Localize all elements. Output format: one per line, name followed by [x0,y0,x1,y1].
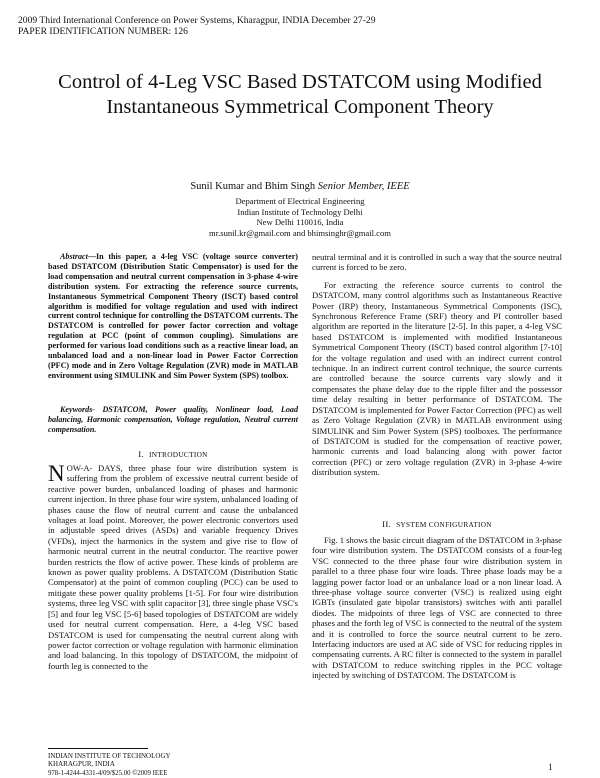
conference-header [18,15,376,37]
footer-affiliation [48,752,171,768]
intro-body [48,463,298,671]
drop-cap: N [48,461,65,486]
section-title: SYSTEM CONFIGURATION [396,520,492,529]
author-names: Sunil Kumar and Bhim Singh [190,181,316,192]
intro-paragraph: OW-A- DAYS, three phase four wire distribution system is suffering from the problem of excessive neutral current beside of reactive power burden, unbalanced loading of phases and harmonic current injection. In three phase four wire system, unbalanced loading of phases cause the flow of neutral current and cause the unbalanced voltages at load point. Moreover, the power electronic convertors used in adjustable speed drives (ASDs) and variable frequency Drives (VFDs), inject the harmonics in the system and give rise to flow of harmonic neutral current in the neutral conductor. The reactive power burden restricts the flow of active power. These kinds of problems are known as power quality problems. A DSTATCOM (Distribution Static Compensator) at the point of common coupling (PCC) can be used to mitigate these power quality problems [1-5]. For four wire distribution systems, three leg VSC with split capacitor [3], three single phase VSC's [5] and four leg VSC [5-6] based topologies of DSTATCOM are widely used for neutral current compensation. Here, a 4-leg VSC based DSTATCOM is used for compensating the neutral current along with power factor correction or voltage regulation with harmonic elimination and load balancing. In this topology of DSTATCOM, the midpoint of fourth leg is connected to the [48,463,298,671]
abstract [48,252,298,381]
page-number: 1 [548,762,553,772]
footer-affil-line-1: INDIAN INSTITUTE OF TECHNOLOGY [48,752,171,760]
author-line [60,181,540,192]
paper-id-line: PAPER IDENTIFICATION NUMBER: 126 [18,26,188,37]
affiliation-dept: Department of Electrical Engineering [235,196,365,206]
abstract-label: Abstract [60,252,88,261]
right-para-3: Fig. 1 shows the basic circuit diagram of the DSTATCOM in 3-phase four wire distribution system. The DSTATCOM consists of a four-leg VSC connected to the three phase four wire distribution system in parallel to a three phase four wire loads. Three phase loads may be a lagging power factor load or an unbalance load or a non linear load. A three-phase voltage source converter (VSC) is realized using eight IGBTs (insulated gate bipolar transistors) switches with anti parallel diodes. The midpoints of three legs of VSC are connected to three phases and the forth leg of VSC is connected to the neutral of the system and it is controlled to force the source neutral current to be zero. Interfacing inductors are used at AC side of VSC for reducing ripples in compensating currents. A RC filter is connected to the system in parallel with DSTATCOM to reduce switching ripples in the PCC voltage injected by switching of DSTATCOM. The DSTATCOM is [312,535,562,681]
footnote-rule [48,748,148,749]
section-number: II. [382,519,392,529]
right-para-2: For extracting the reference source currents to control the DSTATCOM, many control algorithms such as Instantaneous Reactive Power (IRP) theory, Instantaneous Symmetrical Components (ISC), Synchronous Reference Frame (SRF) theory and PI controller based algorithm are reported in the literature [2-5]. In this paper, a 4-leg VSC based DSTATCOM is implemented with modified Instantaneous Symmetrical Component Theory (ISCT) based control algorithm [7-10] for the voltage regulation and used with an indirect current control technique. In an indirect current control technique, the source currents are controlled because the source currents vary slowly and it compensates the phase delay due to the ripple filter and the possessor time delay resulting in better performance of DSTATCOM. The DSTATCOM is implemented for Power Factor Correction (PFC) as well as Zero Voltage Regulation (ZVR) in MATLAB environment using SIMULINK and Sim Power System (SPS) toolboxes. The performance of DSTATCOM is studied for the compensation of reactive power, harmonic currents and load balancing along with power factor correction (PFC) or zero voltage regulation (ZVR) in 3-phase 4-wire distribution system. [312,279,562,478]
system-config-body [312,535,562,684]
keywords-text: Keywords- DSTATCOM, Power quality, Nonlinear load, Load balancing, Harmonic compensation, Voltage regulation, Neutral current compensation. [48,405,298,434]
section-heading-introduction [48,449,298,459]
abstract-text: —In this paper, a 4-leg VSC (voltage source converter) based DSTATCOM (Distribution Static Compensator) is used for the load compensation and neutral current compensation in 3-phase 4-wire distribution system. For extracting the reference source currents, Instantaneous Symmetrical Component Theory (ISCT) based control algorithm is modified for voltage regulation and used with indirect current control technique for controlling the DSTATCOM currents. The DSTATCOM is controlled for power factor correction and voltage regulation at PCC (point of common coupling). Simulations are performed for various load conditions such as a reactive linear load, an unbalanced load and a non-linear load in Power Factor Correction (PFC) mode and in Zero Voltage Regulation (ZVR) mode in MATLAB environment using SIMULINK and Sim Power System (SPS) toolbox. [48,252,298,380]
affiliation-city: New Delhi 110016, India [256,217,344,228]
right-column [312,252,562,481]
conference-line: 2009 Third International Conference on Power Systems, Kharagpur, INDIA December 27-29 [18,15,376,26]
copyright-line: 978-1-4244-4331-4/09/$25.00 ©2009 IEEE [48,770,168,777]
section-heading-system-configuration [312,519,562,529]
author-emails: mr.sunil.kr@gmail.com and bhimsinghr@gmail.com [209,228,391,239]
affiliation-institute: Indian Institute of Technology Delhi [237,206,363,217]
keywords [48,405,298,435]
section-title: INTRODUCTION [149,450,208,459]
section-number: I. [138,449,144,459]
affiliation-block [60,196,540,239]
footer-affil-line-2: KHARAGPUR, INDIA [48,760,115,768]
author-role: Senior Member, IEEE [317,181,410,192]
paper-title: Control of 4-Leg VSC Based DSTATCOM using Modified Instantaneous Symmetrical Component Theory [58,71,542,118]
right-para-1: neutral terminal and it is controlled in such a way that the source neutral current is forced to be zero. [312,252,562,273]
